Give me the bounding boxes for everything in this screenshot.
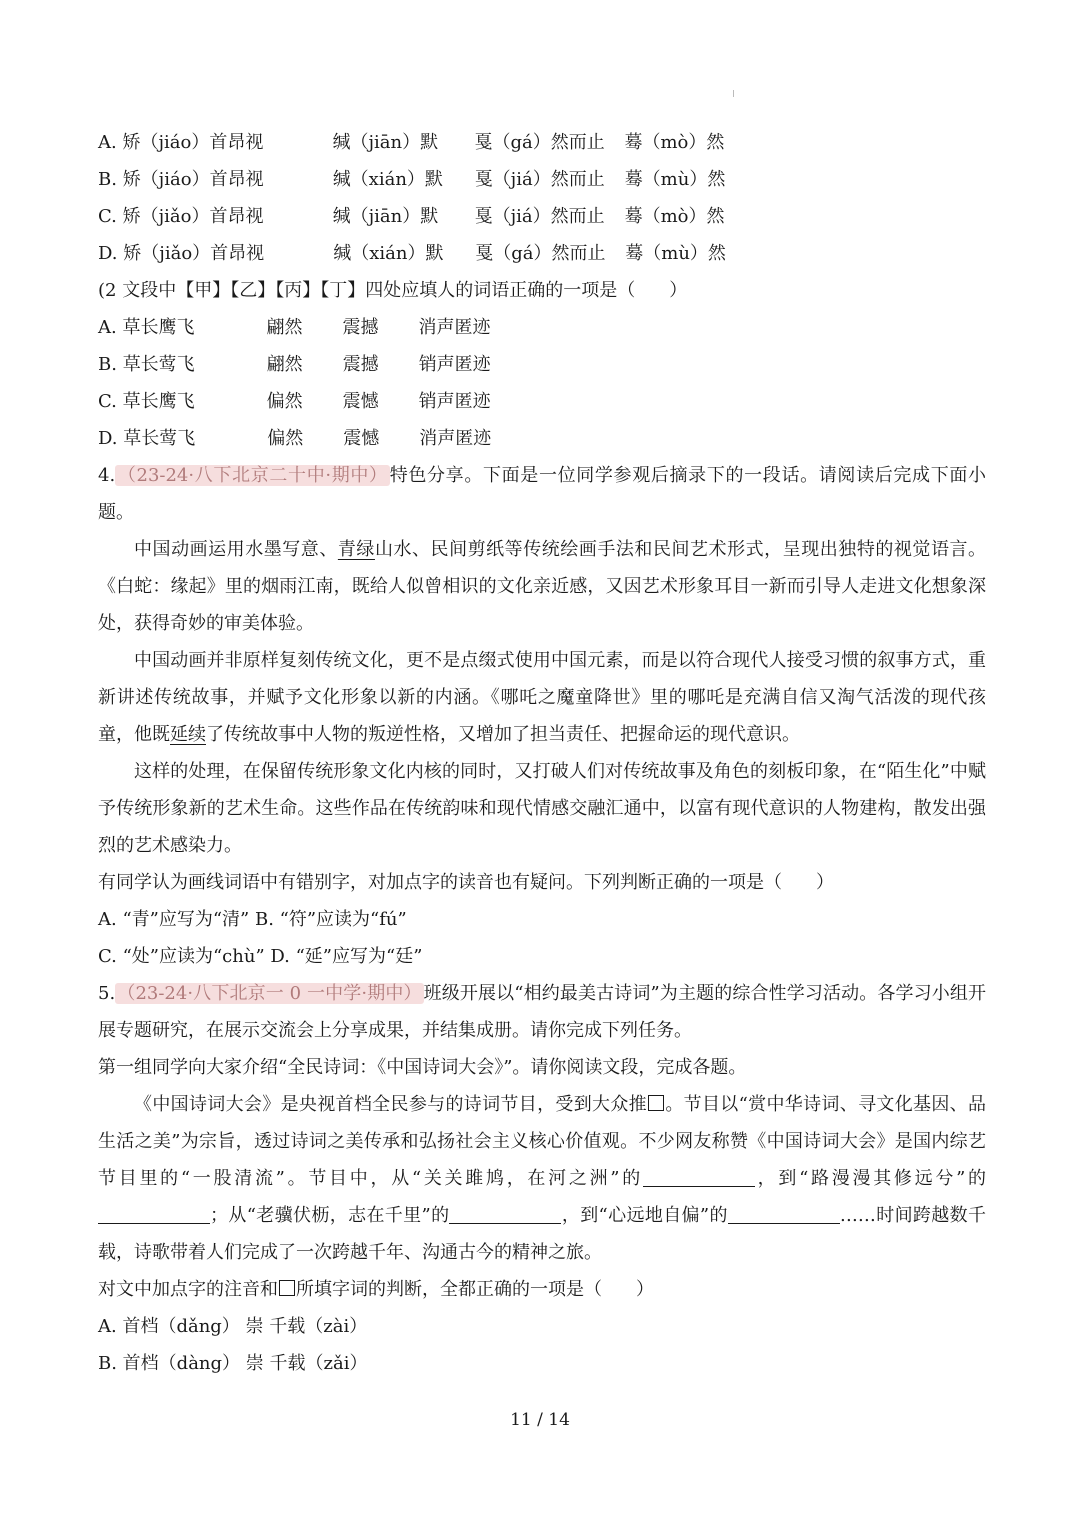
q3-option-b: B. 草长莺飞 翩然 震撼 销声匿迹 [98, 354, 491, 375]
q2-option-b: B. 矫（jiáo）首昂视 缄（xián）默 戛（jiá）然而止 蓦（mù）然 [98, 169, 726, 190]
q4-header: 4. （23-24·八下北京二十中·期中） 特色分享。下面是一位同学参观后摘录下的一段话。请阅读后完成下面小题。 [98, 465, 987, 523]
q4-options-row-1: A. “青”应写为“清” B. “符”应读为“fú” [98, 909, 407, 930]
q4-question: 有同学认为画线词语中有错别字，对加点字的读音也有疑问。下列判断正确的一项是（ ） [98, 872, 834, 893]
q3-prompt: (2 文段中【甲】【乙】【丙】【丁】四处应填人的词语正确的一项是（ ） [98, 280, 688, 301]
q3-option-a: A. 草长鹰飞 翩然 震撼 消声匿迹 [98, 317, 491, 338]
answer-blank [728, 1201, 840, 1224]
question-number: 5. [98, 983, 116, 1004]
underlined-word: 青绿 [337, 539, 375, 560]
underlined-word: 延续 [170, 724, 206, 745]
q5-option-b: B. 首档（dàng） 崇 千载（zǎi） [98, 1353, 368, 1374]
q5-paragraph: 《中国诗词大会》是央视首档全民参与的诗词节目，受到大众推 。节目以“赏中华诗词、寻文化基因、品生活之美”为宗旨，透过诗词之美传承和弘扬社会主义核心价值观。不少网友称赞《中国诗词大会》是国内综艺节目里的“一股清流”。节目中，从“关关雎鸠，在河之洲”的 ，到“路漫漫其修远兮”的；从“老骥伏枥，志在千里”的 ，到“心远地自偏”的 ……时间跨越数千载，诗歌带着人们完成了一次跨越千年、沟通古今的精神之旅。 [98, 1094, 987, 1263]
q2-option-c: C. 矫（jiǎo）首昂视 缄（jiān）默 戛（jiá）然而止 蓦（mò）然 [98, 206, 725, 227]
q4-options-row-2: C. “处”应读为“chù” D. “延”应写为“廷” [98, 946, 423, 967]
page-content [98, 124, 986, 1382]
margin-mark [733, 90, 734, 97]
fill-box [279, 1280, 295, 1296]
q5-question: 对文中加点字的注音和 所填字词的判断，全都正确的一项是（ ） [98, 1279, 654, 1300]
fill-box [648, 1095, 664, 1111]
q5-task: 第一组同学向大家介绍“全民诗词：《中国诗词大会》”。请你阅读文段，完成各题。 [98, 1057, 747, 1078]
q5-header: 5. （23-24·八下北京一 0 一中学·期中） 班级开展以“相约最美古诗词”为主题的综合性学习活动。各学习小组开展专题研究，在展示交流会上分享成果，并结集成册。请你完成下列任务。 [98, 983, 986, 1041]
answer-blank [449, 1201, 561, 1224]
answer-blank [643, 1164, 755, 1187]
q4-paragraph-2: 中国动画并非原样复刻传统文化，更不是点缀式使用中国元素，而是以符合现代人接受习惯的叙事方式，重新讲述传统故事，并赋予文化形象以新的内涵。《哪吒之魔童降世》里的哪吒是充满自信又淘气活泼的现代孩童，他既延续了传统故事中人物的叛逆性格，又增加了担当责任、把握命运的现代意识。 [98, 650, 986, 745]
q4-paragraph-1: 中国动画运用水墨写意、青绿山水、民间剪纸等传统绘画手法和民间艺术形式，呈现出独特的视觉语言。《白蛇：缘起》里的烟雨江南，既给人似曾相识的文化亲近感，又因艺术形象耳目一新而引导人走进文化想象深处，获得奇妙的审美体验。 [98, 539, 987, 634]
q5-option-a: A. 首档（dǎng） 崇 千载（zài） [98, 1316, 368, 1337]
q3-option-d: D. 草长莺飞 偏然 震憾 消声匿迹 [98, 428, 492, 449]
q3-option-c: C. 草长鹰飞 偏然 震憾 销声匿迹 [98, 391, 491, 412]
q2-option-a: A. 矫（jiáo）首昂视 缄（jiān）默 戛（gá）然而止 蓦（mò）然 [98, 132, 725, 153]
answer-blank [98, 1201, 210, 1224]
source-tag: （23-24·八下北京一 0 一中学·期中） [117, 983, 422, 1004]
page-number: 11 / 14 [510, 1410, 570, 1430]
source-tag: （23-24·八下北京二十中·期中） [117, 465, 388, 486]
question-number: 4. [98, 465, 116, 486]
q4-paragraph-3: 这样的处理，在保留传统形象文化内核的同时，又打破人们对传统故事及角色的刻板印象，在“陌生化”中赋予传统形象新的艺术生命。这些作品在传统韵味和现代情感交融汇通中，以富有现代意识的人物建构，散发出强烈的艺术感染力。 [98, 761, 986, 856]
q2-option-d: D. 矫（jiǎo）首昂视 缄（xián）默 戛（gá）然而止 蓦（mù）然 [98, 243, 726, 264]
